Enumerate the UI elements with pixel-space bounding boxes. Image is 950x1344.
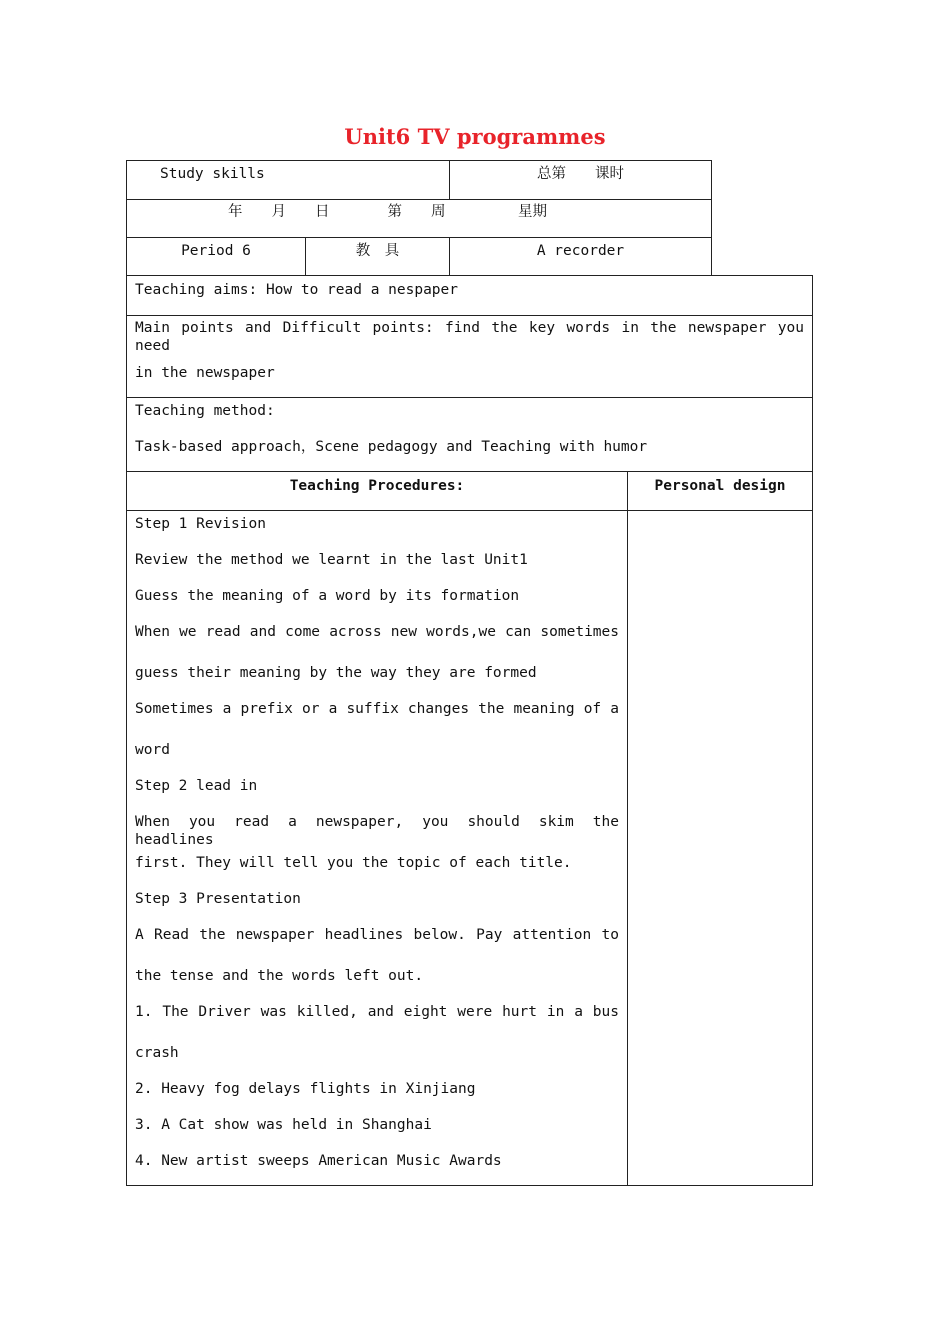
procedure-line: first. They will tell you the topic of each title. <box>135 855 572 871</box>
main-points-line-2: in the newspaper <box>135 365 275 381</box>
procedure-line: A Read the newspaper headlines below. Pay attention to <box>135 927 619 943</box>
date-line: 年 月 日 第 周 星期 <box>228 204 547 220</box>
procedure-line: Sometimes a prefix or a suffix changes the meaning of a <box>135 701 619 717</box>
personal-design-body-cell <box>627 510 813 1186</box>
procedure-line: guess their meaning by the way they are formed <box>135 665 537 681</box>
tools-value: A recorder <box>536 243 625 259</box>
tools-label: 教 具 <box>355 243 400 259</box>
method-label: Teaching method: <box>135 403 275 419</box>
method-value: Task-based approach，Scene pedagogy and Teaching with humor <box>135 439 648 455</box>
procedure-line: Step 1 Revision <box>135 516 266 532</box>
teaching-aims: Teaching aims: How to read a nespaper <box>135 282 459 298</box>
personal-design-header: Personal design <box>654 478 786 494</box>
main-points-line-1: Main points and Difficult points: find the key words in the newspaper you need <box>135 320 804 354</box>
procedures-header: Teaching Procedures: <box>289 478 465 494</box>
procedure-line: 4. New artist sweeps American Music Awards <box>135 1153 502 1169</box>
procedure-line: crash <box>135 1045 179 1061</box>
page-title: Unit6 TV programmes <box>344 124 606 149</box>
course-name: Study skills <box>160 166 265 182</box>
procedure-line: the tense and the words left out. <box>135 968 424 984</box>
procedure-line: word <box>135 742 170 758</box>
procedure-line: Review the method we learnt in the last Unit1 <box>135 552 528 568</box>
procedure-line: Step 3 Presentation <box>135 891 301 907</box>
period: Period 6 <box>181 243 251 259</box>
procedure-line: 3. A Cat show was held in Shanghai <box>135 1117 432 1133</box>
procedure-line: When you read a newspaper, you should skim the headlines <box>135 814 619 848</box>
procedure-line: Guess the meaning of a word by its formation <box>135 588 520 604</box>
procedure-line: Step 2 lead in <box>135 778 258 794</box>
lesson-total: 总第 课时 <box>537 166 624 182</box>
procedure-line: 1. The Driver was killed, and eight were hurt in a bus <box>135 1004 619 1020</box>
procedure-line: When we read and come across new words,we can sometimes <box>135 624 619 640</box>
procedure-line: 2. Heavy fog delays flights in Xinjiang <box>135 1081 476 1097</box>
